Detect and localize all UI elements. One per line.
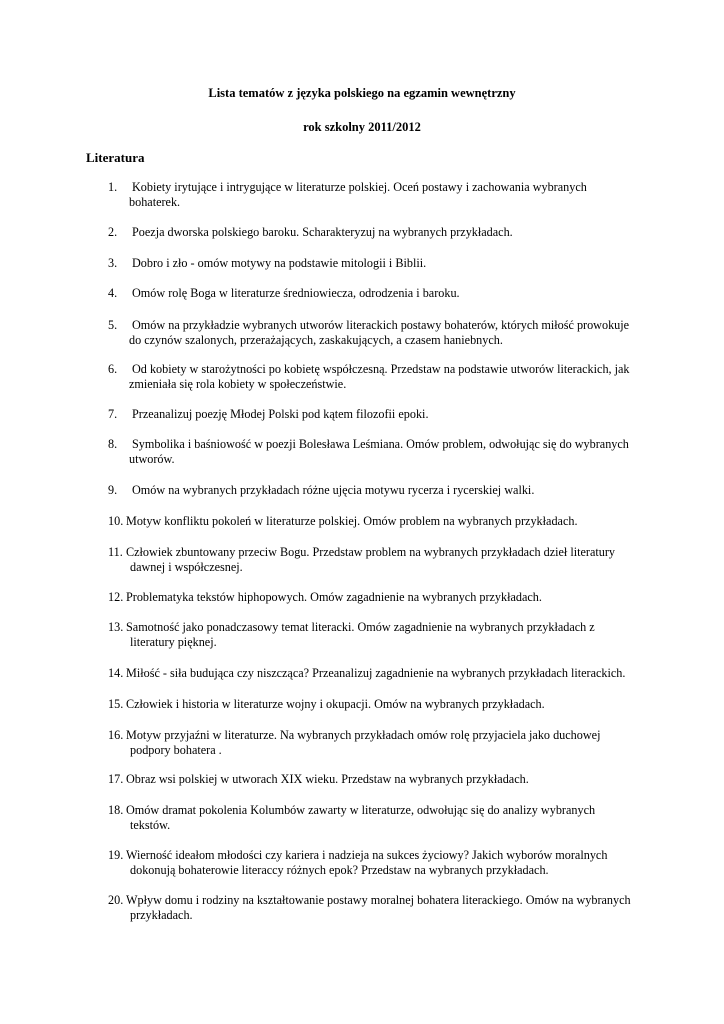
list-item-text: Człowiek i historia w literaturze wojny i okupacji. Omów na wybranych przykładach. [126,697,545,711]
list-item-text: Dobro i zło - omów motywy na podstawie mitologii i Biblii. [132,256,427,270]
list-item-number: 13. [108,620,124,634]
list-item-text: Od kobiety w starożytności po kobietę współczesną. Przedstaw na podstawie utworów literackich, jak [132,362,630,376]
list-item-number: 11. [108,545,123,559]
list-item-number: 3. [108,256,118,270]
list-item-text: Symbolika i baśniowość w poezji Bolesława Leśmiana. Omów problem, odwołując się do wybranych [132,437,629,451]
list-item-number: 12. [108,590,124,604]
list-item-number: 14. [108,666,124,680]
list-item-number: 10. [108,514,124,528]
list-item-text: Omów rolę Boga w literaturze średniowiecza, odrodzenia i baroku. [132,286,460,300]
list-item-text-continued: bohaterek. [129,195,181,209]
list-item-text: Samotność jako ponadczasowy temat literacki. Omów zagadnienie na wybranych przykładach z [126,620,595,634]
list-item-text: Kobiety irytujące i intrygujące w literaturze polskiej. Oceń postawy i zachowania wybranych [132,180,587,194]
list-item-text-continued: tekstów. [130,818,171,832]
list-item-text: Obraz wsi polskiej w utworach XIX wieku. Przedstaw na wybranych przykładach. [126,772,529,786]
list-item-number: 17. [108,772,124,786]
list-item-text: Człowiek zbuntowany przeciw Bogu. Przedstaw problem na wybranych przykładach dzieł literatury [126,545,616,559]
list-item-text-continued: zmieniała się rola kobiety w społeczeństwie. [129,377,347,391]
list-item-text: Motyw przyjaźni w literaturze. Na wybranych przykładach omów rolę przyjaciela jako duchowej [126,728,601,742]
list-item-text: Miłość - siła budująca czy niszcząca? Przeanalizuj zagadnienie na wybranych przykładach literackich. [126,666,626,680]
list-item-text-continued: literatury pięknej. [130,635,217,649]
list-item-number: 6. [108,362,118,376]
list-item-text-continued: utworów. [129,452,175,466]
list-item-text: Omów na wybranych przykładach różne ujęcia motywu rycerza i rycerskiej walki. [132,483,535,497]
document-title: Lista tematów z języka polskiego na egzamin wewnętrzny [208,86,516,100]
list-item-number: 18. [108,803,124,817]
list-item-number: 9. [108,483,118,497]
list-item-text: Motyw konfliktu pokoleń w literaturze polskiej. Omów problem na wybranych przykładach. [126,514,578,528]
list-item-number: 15. [108,697,124,711]
list-item-text: Omów dramat pokolenia Kolumbów zawarty w literaturze, odwołując się do analizy wybranych [126,803,596,817]
list-item-text: Omów na przykładzie wybranych utworów literackich postawy bohaterów, których miłość prowokuje [132,318,630,332]
list-item-text: Wpływ domu i rodziny na kształtowanie postawy moralnej bohatera literackiego. Omów na wybranych [126,893,631,907]
list-item-text-continued: dokonują bohaterowie literaccy różnych epok? Przedstaw na wybranych przykładach. [130,863,549,877]
list-item-number: 4. [108,286,118,300]
list-item-number: 19. [108,848,124,862]
list-item-text-continued: do czynów szalonych, przerażających, zaskakujących, a czasem haniebnych. [129,333,503,347]
list-item-text-continued: przykładach. [130,908,193,922]
list-item-text: Poezja dworska polskiego baroku. Scharakteryzuj na wybranych przykładach. [132,225,513,239]
list-item-text: Przeanalizuj poezję Młodej Polski pod kątem filozofii epoki. [132,407,429,421]
list-item-number: 8. [108,437,118,451]
list-item-text-continued: podpory bohatera . [130,743,222,757]
list-item-number: 20. [108,893,124,907]
section-heading: Literatura [86,150,145,165]
list-item-text-continued: dawnej i współczesnej. [130,560,243,574]
list-item-number: 2. [108,225,118,239]
list-item-number: 1. [108,180,118,194]
list-item-text: Wierność ideałom młodości czy kariera i nadzieja na sukces życiowy? Jakich wyborów moralnych [126,848,608,862]
list-item-text: Problematyka tekstów hiphopowych. Omów zagadnienie na wybranych przykładach. [126,590,542,604]
list-item-number: 7. [108,407,118,421]
list-item-number: 16. [108,728,124,742]
document-subtitle: rok szkolny 2011/2012 [303,120,421,134]
list-item-number: 5. [108,318,118,332]
